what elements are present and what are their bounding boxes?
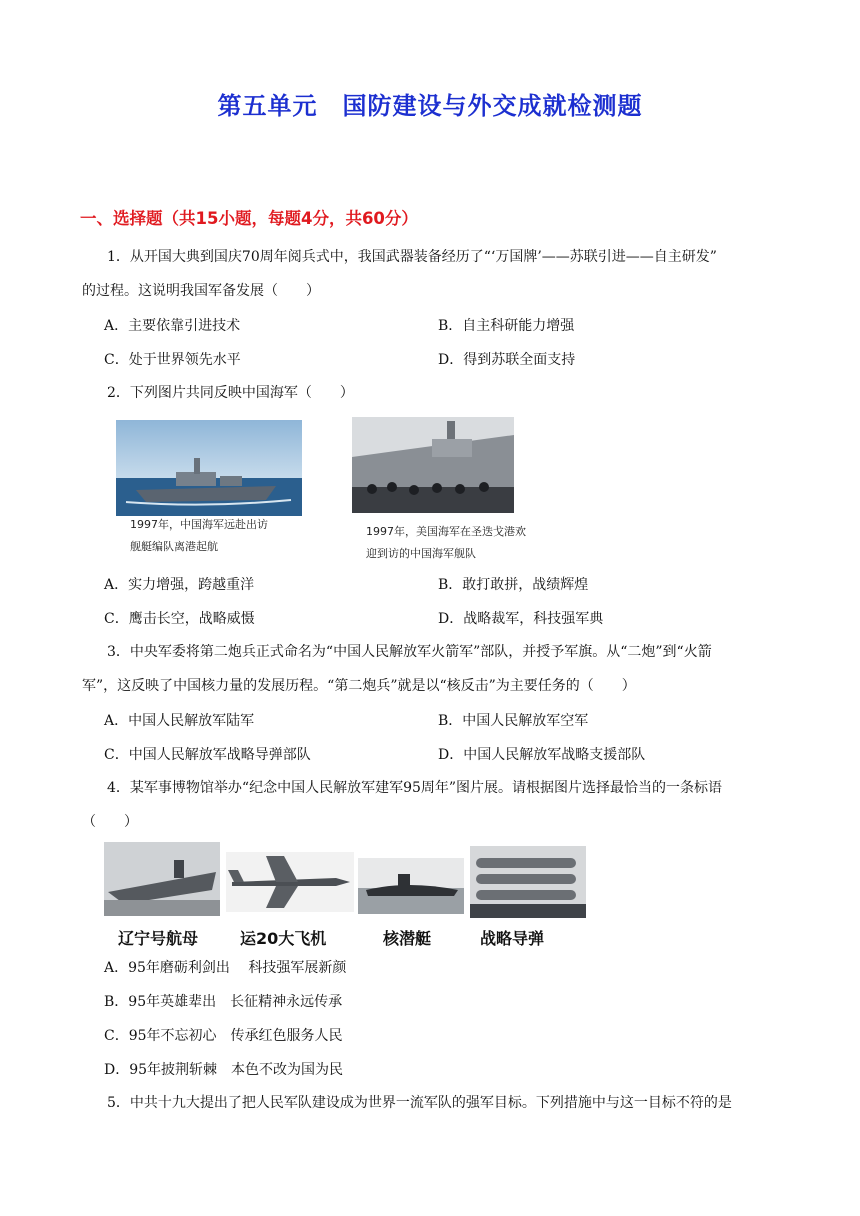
- q1-option-b: B．自主科研能力增强: [438, 318, 575, 334]
- q1-option-c: C．处于世界领先水平: [104, 352, 241, 368]
- q1-option-a: A．主要依靠引进技术: [104, 318, 241, 334]
- q2-option-c: C．鹰击长空，战略威慑: [104, 611, 255, 627]
- warship-photo: [116, 420, 302, 516]
- q1-stem-line2: 的过程。这说明我国军备发展（ ）: [82, 283, 320, 299]
- q3-stem-line2: 军”，这反映了中国核力量的发展历程。“第二炮兵”就是以“核反击”为主要任务的（ ）: [82, 678, 636, 694]
- q5-stem-line1: 5．中共十九大提出了把人民军队建设成为世界一流军队的强军目标。下列措施中与这一目标不符的是: [107, 1095, 732, 1111]
- q4-label-y20: 运20大飞机: [240, 929, 327, 948]
- q4-label-carrier: 辽宁号航母: [118, 929, 199, 948]
- aircraft-carrier-photo: [104, 842, 220, 916]
- q2-option-b: B．敢打敢拼，战绩辉煌: [438, 577, 589, 593]
- q3-option-d: D．中国人民解放军战略支援部队: [438, 747, 646, 763]
- navy-welcome-photo: [352, 417, 514, 513]
- strategic-missile-photo: [470, 846, 586, 918]
- q2-caption1-line1: 1997年，中国海军远赴出访: [130, 518, 268, 531]
- q4-option-b: B．95年英雄辈出 长征精神永远传承: [104, 994, 343, 1010]
- q2-caption1-line2: 舰艇编队离港起航: [130, 540, 218, 553]
- q3-option-b: B．中国人民解放军空军: [438, 713, 589, 729]
- q2-caption2-line2: 迎到访的中国海军舰队: [366, 547, 476, 560]
- q4-option-c: C．95年不忘初心 传承红色服务人民: [104, 1028, 343, 1044]
- q4-stem-line1: 4．某军事博物馆举办“纪念中国人民解放军建军95周年”图片展。请根据图片选择最恰当的一条标语: [107, 780, 723, 796]
- y20-plane-photo: [226, 852, 354, 912]
- nuclear-submarine-photo: [358, 858, 464, 914]
- q4-stem-line2: （ ）: [82, 814, 138, 830]
- q4-label-missile: 战略导弹: [480, 929, 545, 948]
- q2-option-a: A．实力增强，跨越重洋: [104, 577, 255, 593]
- page-title: 第五单元 国防建设与外交成就检测题: [217, 92, 643, 120]
- section-heading: 一、选择题（共15小题，每题4分，共60分）: [80, 209, 418, 228]
- q4-option-a: A．95年磨砺利剑出 科技强军展新颜: [104, 960, 347, 976]
- q2-option-d: D．战略裁军，科技强军典: [438, 611, 604, 627]
- q1-option-d: D．得到苏联全面支持: [438, 352, 576, 368]
- q3-option-a: A．中国人民解放军陆军: [104, 713, 255, 729]
- q3-stem-line1: 3．中央军委将第二炮兵正式命名为“中国人民解放军火箭军”部队，并授予军旗。从“二炮”到“火箭: [107, 644, 712, 660]
- q1-stem-line1: 1．从开国大典到国庆70周年阅兵式中，我国武器装备经历了“‘万国牌’——苏联引进——自主研发”: [107, 249, 717, 265]
- q2-stem: 2．下列图片共同反映中国海军（ ）: [107, 385, 354, 401]
- q2-caption2-line1: 1997年，美国海军在圣迭戈港欢: [366, 525, 526, 538]
- q4-label-submarine: 核潜艇: [383, 929, 432, 948]
- q4-option-d: D．95年披荆斩棘 本色不改为国为民: [104, 1062, 344, 1078]
- q3-option-c: C．中国人民解放军战略导弹部队: [104, 747, 311, 763]
